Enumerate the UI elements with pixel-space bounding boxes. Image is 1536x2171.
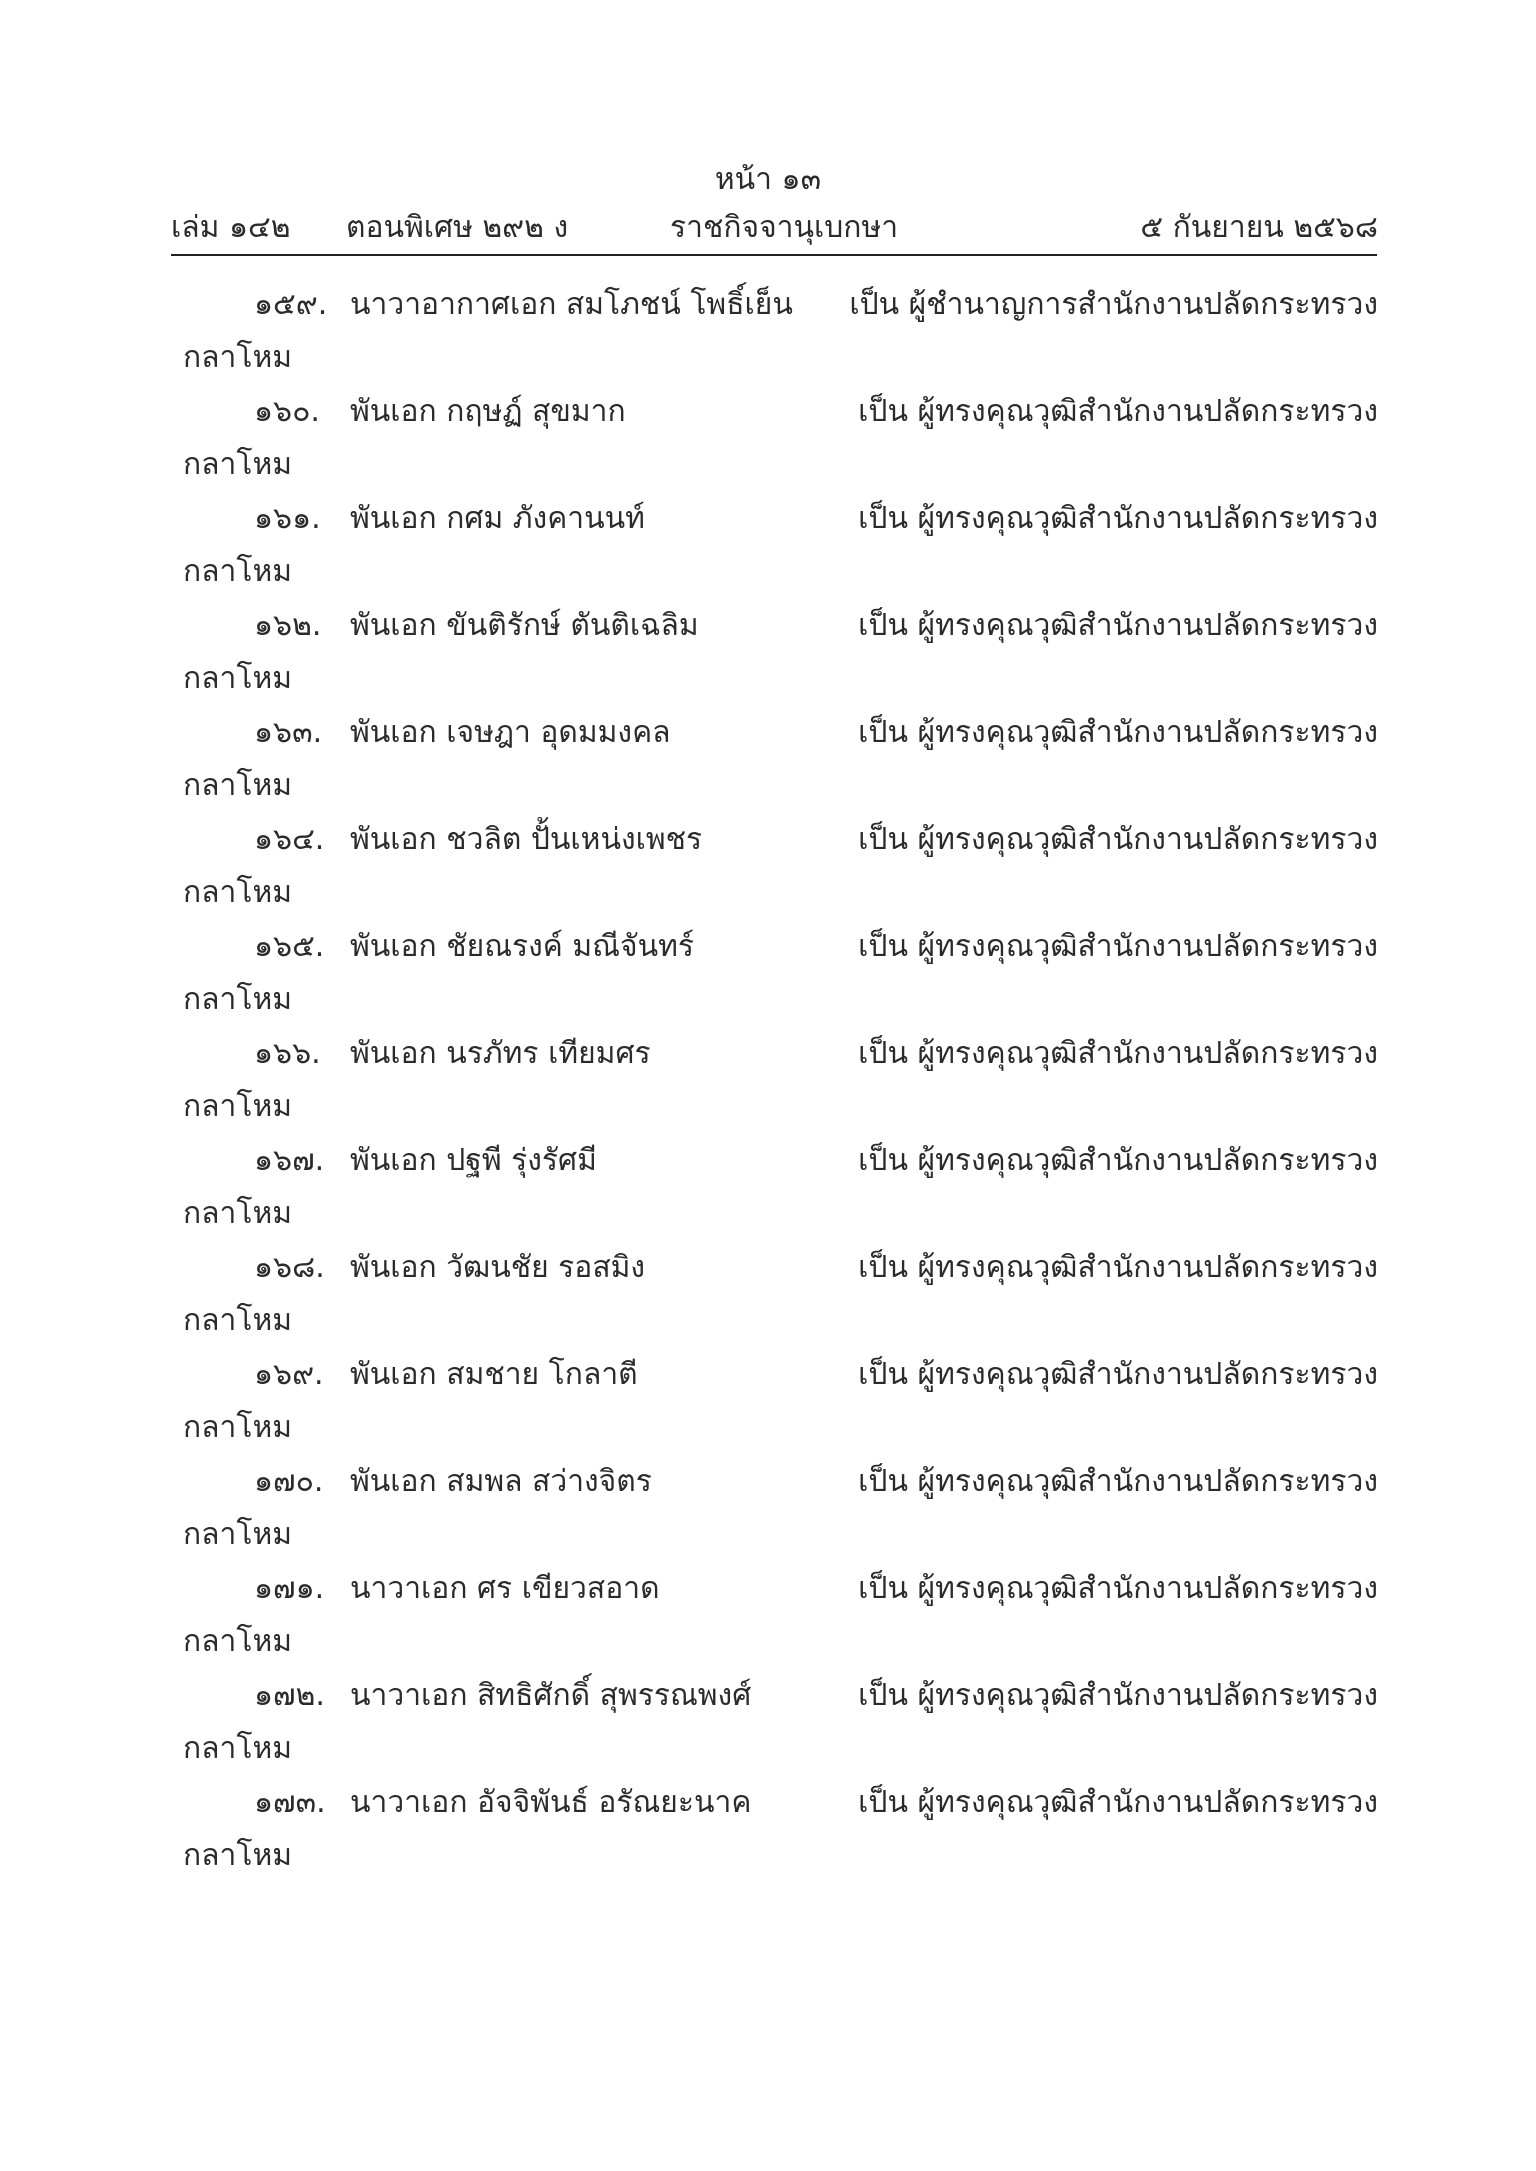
appointment-entry — [0, 920, 1536, 1027]
entry-position-continuation: กลาโหม — [183, 1838, 293, 1873]
entry-position: เป็น ผู้ทรงคุณวุฒิสำนักงานปลัดกระทรวง — [858, 1143, 1378, 1178]
entry-position: เป็น ผู้ทรงคุณวุฒิสำนักงานปลัดกระทรวง — [858, 1464, 1378, 1499]
header-divider — [171, 254, 1377, 256]
entry-position-continuation: กลาโหม — [183, 554, 293, 589]
header-date: ๕ กันยายน ๒๕๖๘ — [1140, 210, 1378, 245]
entry-name: นาวาเอก ศร เขียวสอาด — [350, 1571, 660, 1606]
appointment-entry — [0, 1241, 1536, 1348]
entry-position-continuation: กลาโหม — [183, 340, 293, 375]
header-publication: ราชกิจจานุเบกษา — [670, 210, 899, 245]
entry-number: ๑๖๘. — [254, 1250, 325, 1285]
appointment-entry — [0, 1455, 1536, 1562]
appointment-entry — [0, 492, 1536, 599]
entry-position-continuation: กลาโหม — [183, 1731, 293, 1766]
entry-position-continuation: กลาโหม — [183, 1624, 293, 1659]
entry-position-continuation: กลาโหม — [183, 1303, 293, 1338]
appointment-entry — [0, 278, 1536, 385]
entry-number: ๑๖๔. — [254, 822, 325, 857]
entry-number: ๑๖๖. — [254, 1036, 321, 1071]
entry-position: เป็น ผู้ทรงคุณวุฒิสำนักงานปลัดกระทรวง — [858, 822, 1378, 857]
entry-number: ๑๗๒. — [254, 1678, 325, 1713]
entry-position: เป็น ผู้ทรงคุณวุฒิสำนักงานปลัดกระทรวง — [858, 394, 1378, 429]
entry-position-continuation: กลาโหม — [183, 982, 293, 1017]
page-number: หน้า ๑๓ — [714, 162, 822, 197]
entry-position-continuation: กลาโหม — [183, 1089, 293, 1124]
appointment-entry — [0, 706, 1536, 813]
entry-position: เป็น ผู้ทรงคุณวุฒิสำนักงานปลัดกระทรวง — [858, 1250, 1378, 1285]
entry-number: ๑๕๙. — [254, 287, 328, 322]
entry-name: พันเอก เจษฎา อุดมมงคล — [350, 715, 671, 750]
appointment-list — [0, 278, 1536, 1883]
entry-name: พันเอก นรภัทร เทียมศร — [350, 1036, 651, 1071]
entry-name: พันเอก สมชาย โกลาตี — [350, 1357, 638, 1392]
entry-name: พันเอก กศม ภังคานนท์ — [350, 501, 645, 536]
entry-position-continuation: กลาโหม — [183, 447, 293, 482]
entry-position: เป็น ผู้ทรงคุณวุฒิสำนักงานปลัดกระทรวง — [858, 1036, 1378, 1071]
entry-position: เป็น ผู้ทรงคุณวุฒิสำนักงานปลัดกระทรวง — [858, 1678, 1378, 1713]
header-section: ตอนพิเศษ ๒๙๒ ง — [346, 210, 569, 245]
appointment-entry — [0, 1776, 1536, 1883]
entry-position-continuation: กลาโหม — [183, 1410, 293, 1445]
entry-name: พันเอก สมพล สว่างจิตร — [350, 1464, 652, 1499]
entry-position: เป็น ผู้ทรงคุณวุฒิสำนักงานปลัดกระทรวง — [858, 608, 1378, 643]
entry-name: พันเอก ขันติรักษ์ ตันติเฉลิม — [350, 608, 699, 643]
entry-position: เป็น ผู้ทรงคุณวุฒิสำนักงานปลัดกระทรวง — [858, 1357, 1378, 1392]
entry-number: ๑๖๐. — [254, 394, 320, 429]
entry-name: นาวาอากาศเอก สมโภชน์ โพธิ์เย็น — [350, 287, 793, 322]
entry-name: พันเอก ปฐพี รุ่งรัศมี — [350, 1143, 597, 1178]
entry-position: เป็น ผู้ทรงคุณวุฒิสำนักงานปลัดกระทรวง — [858, 1785, 1378, 1820]
appointment-entry — [0, 813, 1536, 920]
entry-name: พันเอก วัฒนชัย รอสมิง — [350, 1250, 646, 1285]
entry-name: พันเอก กฤษฏ์ สุขมาก — [350, 394, 626, 429]
entry-position: เป็น ผู้ทรงคุณวุฒิสำนักงานปลัดกระทรวง — [858, 1571, 1378, 1606]
entry-position-continuation: กลาโหม — [183, 768, 293, 803]
entry-number: ๑๗๐. — [254, 1464, 324, 1499]
entry-position-continuation: กลาโหม — [183, 1196, 293, 1231]
entry-number: ๑๗๓. — [254, 1785, 326, 1820]
appointment-entry — [0, 1669, 1536, 1776]
entry-number: ๑๖๒. — [254, 608, 322, 643]
entry-number: ๑๖๗. — [254, 1143, 325, 1178]
appointment-entry — [0, 599, 1536, 706]
entry-position-continuation: กลาโหม — [183, 1517, 293, 1552]
entry-position-continuation: กลาโหม — [183, 875, 293, 910]
entry-name: พันเอก ชัยณรงค์ มณีจันทร์ — [350, 929, 694, 964]
entry-name: พันเอก ชวลิต ปั้นเหน่งเพชร — [350, 822, 703, 857]
appointment-entry — [0, 1348, 1536, 1455]
entry-position: เป็น ผู้ทรงคุณวุฒิสำนักงานปลัดกระทรวง — [858, 715, 1378, 750]
entry-number: ๑๗๑. — [254, 1571, 325, 1606]
appointment-entry — [0, 1134, 1536, 1241]
entry-position-continuation: กลาโหม — [183, 661, 293, 696]
entry-number: ๑๖๙. — [254, 1357, 324, 1392]
entry-position: เป็น ผู้ทรงคุณวุฒิสำนักงานปลัดกระทรวง — [858, 929, 1378, 964]
appointment-entry — [0, 1562, 1536, 1669]
entry-position: เป็น ผู้ทรงคุณวุฒิสำนักงานปลัดกระทรวง — [858, 501, 1378, 536]
appointment-entry — [0, 385, 1536, 492]
entry-name: นาวาเอก อัจจิพันธ์ อรัณยะนาค — [350, 1785, 752, 1820]
entry-number: ๑๖๓. — [254, 715, 323, 750]
entry-name: นาวาเอก สิทธิศักดิ์ สุพรรณพงศ์ — [350, 1678, 752, 1713]
entry-number: ๑๖๑. — [254, 501, 321, 536]
gazette-header — [0, 206, 1536, 250]
appointment-entry — [0, 1027, 1536, 1134]
header-volume: เล่ม ๑๔๒ — [171, 210, 291, 245]
entry-position: เป็น ผู้ชำนาญการสำนักงานปลัดกระทรวง — [849, 287, 1378, 322]
entry-number: ๑๖๕. — [254, 929, 325, 964]
